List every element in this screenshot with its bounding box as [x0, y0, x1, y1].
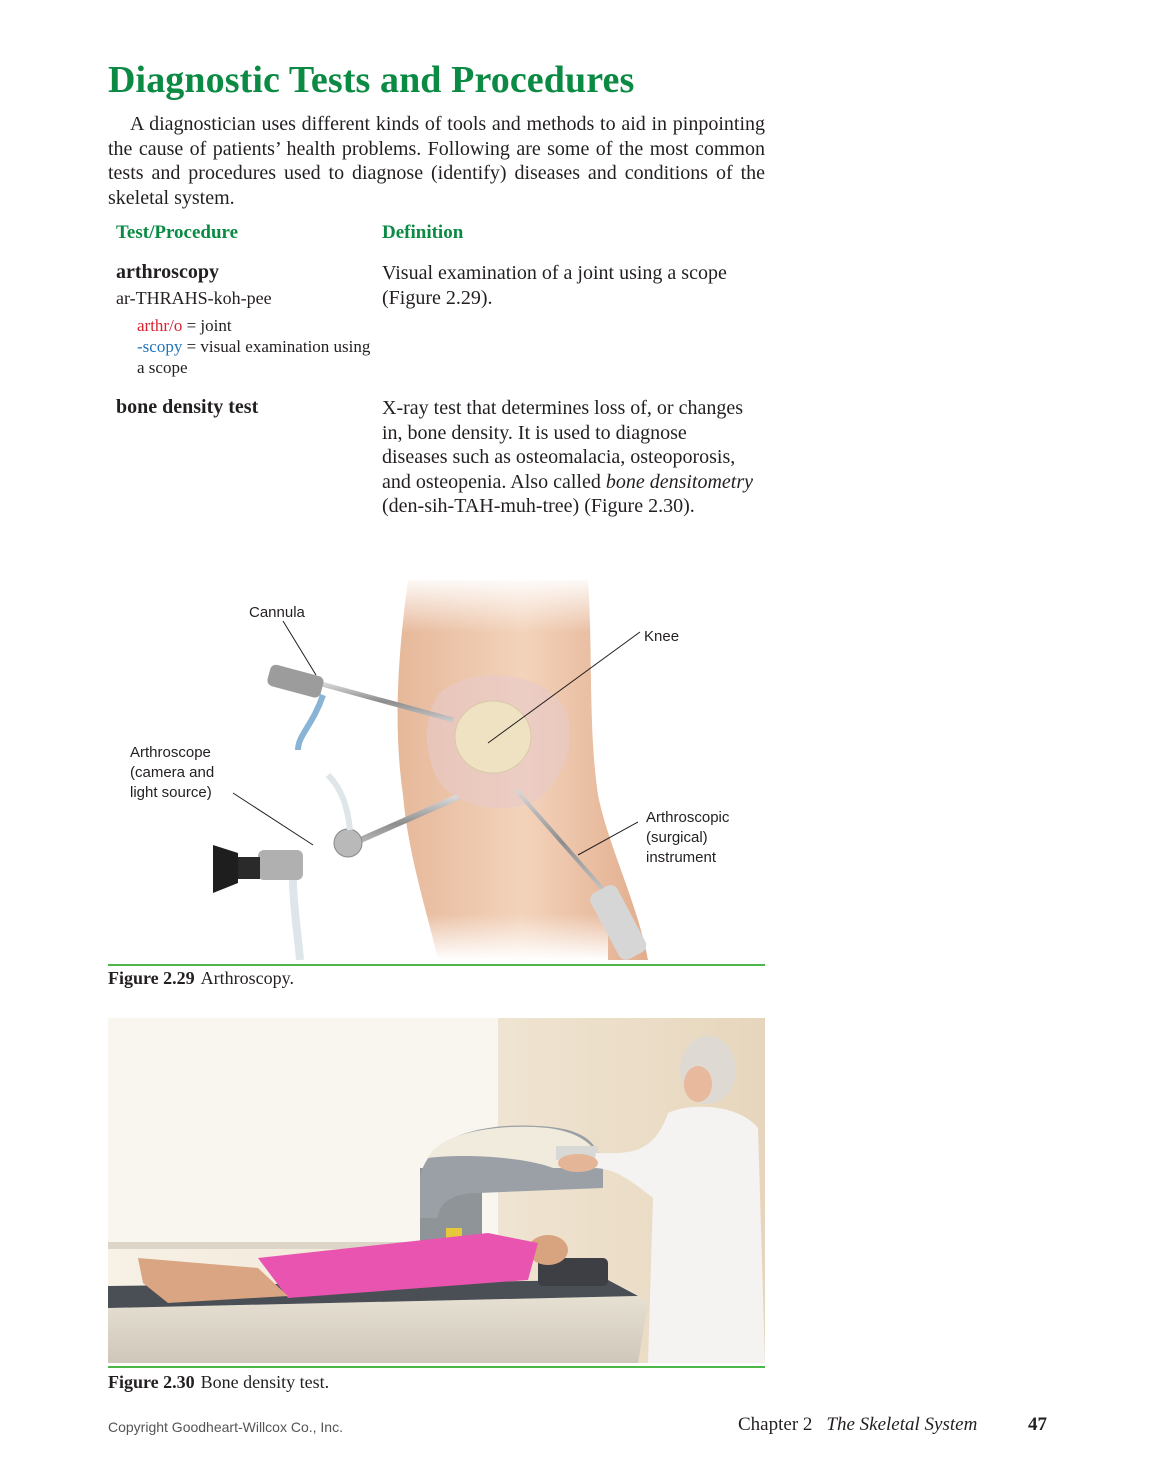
figure-caption-2-29	[108, 968, 294, 989]
label-line: Arthroscopic	[646, 809, 730, 826]
figure-number: Figure 2.29	[108, 968, 195, 988]
definition-arthroscopy: Visual examination of a joint using a scope (Figure 2.29).	[382, 262, 727, 309]
term-bone-density-test: bone density test	[116, 396, 259, 418]
page-title: Diagnostic Tests and Procedures	[108, 59, 635, 101]
word-part-meaning: = visual examination using a scope	[137, 337, 371, 377]
intro-paragraph	[108, 112, 765, 210]
running-footer	[738, 1414, 1047, 1436]
word-root: arthr/o	[137, 316, 183, 335]
term: arthroscopy	[116, 261, 219, 283]
definition-text: X-ray test that determines loss of, or changes in, bone density. It is used to diagnose diseases such as osteomalacia, osteoporosis, and osteopenia. Also called	[382, 397, 744, 493]
word-parts	[116, 315, 376, 378]
label-line: (camera and	[130, 764, 215, 781]
figure-arthroscopy-illustration	[108, 575, 765, 960]
definition-italic-term: bone densitometry	[605, 470, 754, 493]
copyright-notice: Copyright Goodheart-Willcox Co., Inc.	[108, 1419, 343, 1435]
bone-density-photo-icon	[108, 1018, 765, 1363]
figure-rule	[108, 1366, 765, 1368]
word-part-2	[137, 336, 376, 378]
word-part-1	[137, 315, 376, 336]
label-line: (surgical)	[646, 829, 708, 846]
figure-rule	[108, 964, 765, 966]
figure-number: Figure 2.30	[108, 1372, 195, 1392]
word-part-meaning: = joint	[182, 316, 232, 335]
figure-caption-2-30	[108, 1372, 329, 1393]
column-header-definition: Definition	[382, 222, 464, 243]
page-number: 47	[1028, 1414, 1047, 1435]
label-knee: Knee	[644, 628, 680, 645]
label-line: light source)	[130, 784, 212, 801]
definition-text: (den-sih-TAH-muh-tree) (Figure 2.30).	[382, 495, 695, 517]
definition-bone-density-test	[382, 396, 757, 519]
figure-caption-text: Bone density test.	[200, 1372, 330, 1392]
pronunciation: ar-THRAHS-koh-pee	[116, 288, 272, 308]
label-arthroscopic-instrument	[646, 808, 729, 868]
label-line: Arthroscope	[130, 744, 211, 761]
intro-text: A diagnostician uses different kinds of tools and methods to aid in pinpointing the cause of patients’ health problems. Following are some of the most common tests and procedures used to diagnose (identify) diseases and conditions of the skeletal system.	[108, 113, 765, 209]
column-header-test: Test/Procedure	[116, 222, 239, 243]
term-cell-arthroscopy	[116, 261, 376, 378]
figure-caption-text: Arthroscopy.	[200, 968, 294, 988]
label-cannula: Cannula	[249, 604, 305, 621]
label-arthroscope	[130, 743, 214, 803]
figure-bone-density-photo	[108, 1018, 765, 1363]
label-line: instrument	[646, 849, 717, 866]
chapter-title: The Skeletal System	[826, 1414, 978, 1435]
word-suffix: -scopy	[137, 337, 183, 356]
chapter-label: Chapter 2	[738, 1414, 813, 1435]
